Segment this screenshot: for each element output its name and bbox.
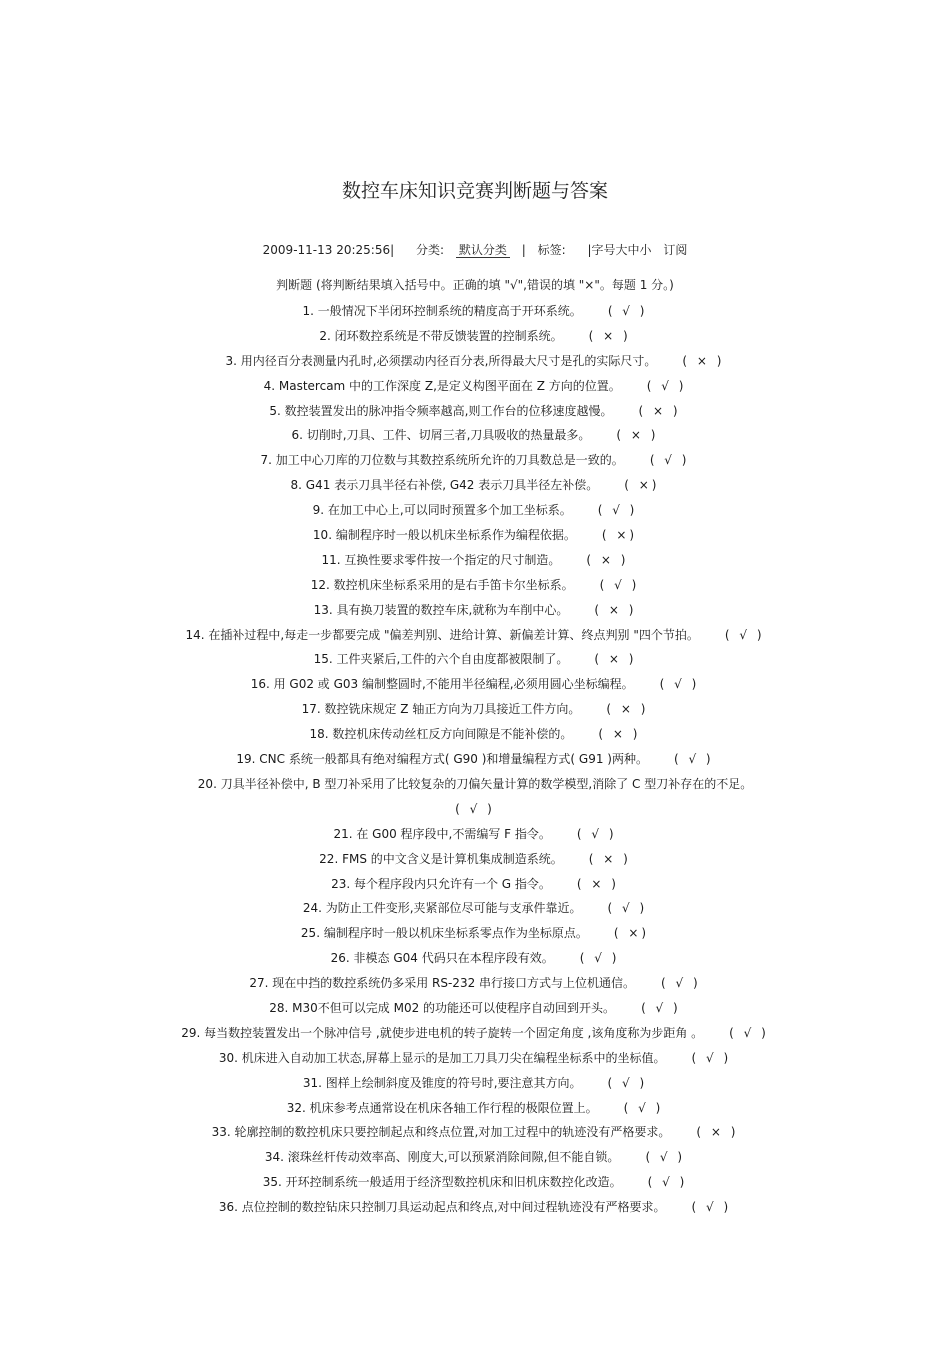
- question-text: 32. 机床参考点通常设在机床各轴工作行程的极限位置上。: [286, 1100, 598, 1115]
- question-text: 1. 一般情况下半闭环控制系统的精度高于开环系统。: [302, 304, 582, 318]
- question-text: 33. 轮廓控制的数控机床只要控制起点和终点位置,对加工过程中的轨迹没有严格要求。: [211, 1125, 671, 1140]
- post-meta: [0, 241, 950, 258]
- question-item: [120, 399, 830, 424]
- instruction-text: 判断题 (将判断结果填入括号中。正确的填 "√",错误的填 "×"。每题 1 分。): [276, 278, 674, 292]
- answer-mark: ( √ ): [673, 752, 714, 767]
- question-text: 34. 滚珠丝杆传动效率高、刚度大,可以预紧消除间隙,但不能自锁。: [264, 1150, 620, 1165]
- answer-mark: ( √ ): [579, 951, 620, 966]
- question-item: [120, 299, 830, 324]
- question-item: [120, 747, 830, 772]
- question-text: 26. 非模态 G04 代码只在本程序段有效。: [330, 951, 554, 966]
- subscribe-link[interactable]: 订阅: [663, 243, 688, 257]
- answer-mark: ( × ): [616, 428, 659, 443]
- question-text: 29. 每当数控装置发出一个脉冲信号 ,就使步进电机的转子旋转一个固定角度 ,该角度称为步距角 。: [181, 1025, 704, 1040]
- question-list: [120, 299, 830, 1220]
- question-item: [120, 647, 830, 672]
- question-text: 21. 在 G00 程序段中,不需编写 F 指令。: [333, 826, 551, 841]
- answer-mark: ( √ ): [576, 826, 617, 841]
- answer-mark: ( × ): [682, 353, 725, 368]
- answer-mark: ( √ ): [607, 304, 648, 318]
- answer-mark: ( √ ): [607, 1075, 648, 1090]
- answer-mark: ( × ): [588, 328, 631, 343]
- page-title: 数控车床知识竞赛判断题与答案: [341, 180, 608, 202]
- answer-mark: ( × ): [586, 552, 629, 567]
- answer-mark: ( × ): [576, 876, 619, 891]
- question-item: [120, 573, 830, 598]
- answer-mark: ( ×): [601, 528, 638, 543]
- question-text: 13. 具有换刀装置的数控车床,就称为车削中心。: [313, 602, 569, 617]
- question-item: [120, 448, 830, 473]
- question-item: [120, 1170, 830, 1195]
- meta-separator: |: [521, 243, 526, 257]
- answer-mark: ( √ ): [647, 1175, 688, 1190]
- question-item: [120, 822, 830, 847]
- question-text: 24. 为防止工件变形,夹紧部位尽可能与支承件靠近。: [302, 901, 582, 916]
- question-item: [120, 896, 830, 921]
- answer-mark: ( √ ): [623, 1100, 664, 1115]
- question-item: [120, 996, 830, 1021]
- question-text: 36. 点位控制的数控钻床只控制刀具运动起点和终点,对中间过程轨迹没有严格要求。: [218, 1200, 666, 1215]
- question-item: [120, 971, 830, 996]
- question-item: [120, 523, 830, 548]
- tags-label: 标签:: [537, 243, 566, 257]
- question-text: 19. CNC 系统一般都具有绝对编程方式( G90 )和增量编程方式( G91 )两种。: [236, 752, 648, 767]
- question-text: 11. 互换性要求零件按一个指定的尺寸制造。: [321, 552, 561, 567]
- answer-mark: ( √ ): [599, 577, 640, 592]
- answer-mark: ( √ ): [661, 976, 701, 991]
- answer-mark: ( × ): [594, 602, 637, 617]
- answer-mark: ( √ ): [597, 503, 638, 518]
- question-text: 9. 在加工中心上,可以同时预置多个加工坐标系。: [312, 503, 572, 518]
- post-datetime: 2009-11-13 20:25:56|: [262, 243, 395, 257]
- question-text: 23. 每个程序段内只允许有一个 G 指令。: [331, 876, 551, 891]
- answer-mark: ( × ): [638, 403, 681, 418]
- question-text: 20. 刀具半径补偿中, B 型刀补采用了比较复杂的刀偏矢量计算的数学模型,消除了 C 型刀补存在的不足。: [197, 776, 753, 791]
- answer-mark: ( √ ): [691, 1200, 732, 1215]
- question-text: 30. 机床进入自动加工状态,屏幕上显示的是加工刀具刀尖在编程坐标系中的坐标值。: [218, 1050, 666, 1065]
- question-item: [120, 548, 830, 573]
- question-item: [120, 623, 830, 648]
- question-item: [120, 847, 830, 872]
- answer-mark: ( × ): [594, 652, 637, 667]
- question-item: [120, 1145, 830, 1170]
- answer-mark: ( √ ): [646, 378, 687, 393]
- answer-mark: ( ×): [624, 478, 660, 493]
- question-item: [120, 1021, 830, 1046]
- question-text: 3. 用内径百分表测量内孔时,必须摆动内径百分表,所得最大尺寸是孔的实际尺寸。: [225, 353, 657, 368]
- question-text: 10. 编制程序时一般以机床坐标系作为编程依据。: [312, 528, 576, 543]
- answer-mark: ( √ ): [649, 453, 690, 468]
- answer-mark: ( × ): [598, 727, 641, 742]
- question-text: 7. 加工中心刀库的刀位数与其数控系统所允许的刀具数总是一致的。: [260, 453, 624, 468]
- question-text: 25. 编制程序时一般以机床坐标系零点作为坐标原点。: [300, 926, 588, 941]
- question-item: [120, 349, 830, 374]
- question-text: 4. Mastercam 中的工作深度 Z,是定义构图平面在 Z 方向的位置。: [263, 378, 621, 393]
- question-text: 8. G41 表示刀具半径右补偿, G42 表示刀具半径左补偿。: [290, 478, 599, 493]
- question-item: [120, 772, 830, 822]
- question-text: 18. 数控机床传动丝杠反方向间隙是不能补偿的。: [309, 727, 573, 742]
- question-text: 35. 开环控制系统一般适用于经济型数控机床和旧机床数控化改造。: [262, 1175, 622, 1190]
- question-item: [120, 423, 830, 448]
- question-text: 6. 切削时,刀具、工件、切屑三者,刀具吸收的热量最多。: [291, 428, 591, 443]
- question-item: [120, 946, 830, 971]
- question-item: [120, 921, 830, 946]
- answer-mark: ( √ ): [724, 627, 765, 642]
- question-item: [120, 672, 830, 697]
- question-text: 15. 工件夹紧后,工件的六个自由度都被限制了。: [313, 652, 569, 667]
- answer-mark: ( √ ): [641, 1000, 681, 1015]
- answer-mark: ( √ ): [729, 1025, 769, 1040]
- answer-mark: ( × ): [696, 1125, 739, 1140]
- question-item: [120, 872, 830, 897]
- question-text: 12. 数控机床坐标系采用的是右手笛卡尔坐标系。: [310, 577, 574, 592]
- question-text: 2. 闭环数控系统是不带反馈装置的控制系统。: [319, 328, 563, 343]
- answer-mark: ( √ ): [659, 677, 700, 692]
- question-item: [120, 1120, 830, 1145]
- question-item: [120, 1046, 830, 1071]
- category-label: 分类:: [415, 243, 445, 257]
- question-text: 14. 在插补过程中,每走一步都要完成 "偏差判别、进给计算、新偏差计算、终点判别 "四个节拍。: [185, 627, 699, 642]
- question-item: [120, 498, 830, 523]
- question-text: 27. 现在中挡的数控系统仍多采用 RS-232 串行接口方式与上位机通信。: [249, 976, 636, 991]
- question-item: [120, 598, 830, 623]
- category-link[interactable]: 默认分类: [456, 243, 510, 258]
- answer-mark: ( √ ): [607, 901, 648, 916]
- question-item: [120, 722, 830, 747]
- answer-mark: ( × ): [606, 702, 649, 717]
- answer-mark: ( √ ): [691, 1050, 732, 1065]
- question-text: 16. 用 G02 或 G03 编制整圆时,不能用半径编程,必须用圆心坐标编程。: [250, 677, 634, 692]
- answer-mark: ( ×): [613, 926, 650, 941]
- question-text: 5. 数控装置发出的脉冲指令频率越高,则工作台的位移速度越慢。: [269, 403, 613, 418]
- font-size-switcher[interactable]: |字号大中小: [587, 243, 652, 257]
- question-text: 28. M30不但可以完成 M02 的功能还可以使程序自动回到开头。: [269, 1000, 616, 1015]
- question-item: [120, 324, 830, 349]
- question-item: [120, 1071, 830, 1096]
- question-text: 22. FMS 的中文含义是计算机集成制造系统。: [319, 851, 563, 866]
- answer-mark: ( √ ): [455, 801, 495, 816]
- question-text: 17. 数控铣床规定 Z 轴正方向为刀具接近工件方向。: [301, 702, 581, 717]
- question-item: [120, 1195, 830, 1220]
- answer-mark: ( × ): [588, 851, 631, 866]
- question-item: [120, 697, 830, 722]
- question-text: 31. 图样上绘制斜度及锥度的符号时,要注意其方向。: [302, 1075, 582, 1090]
- question-item: [120, 374, 830, 399]
- question-item: [120, 473, 830, 498]
- answer-mark: ( √ ): [645, 1150, 686, 1165]
- question-item: [120, 1096, 830, 1121]
